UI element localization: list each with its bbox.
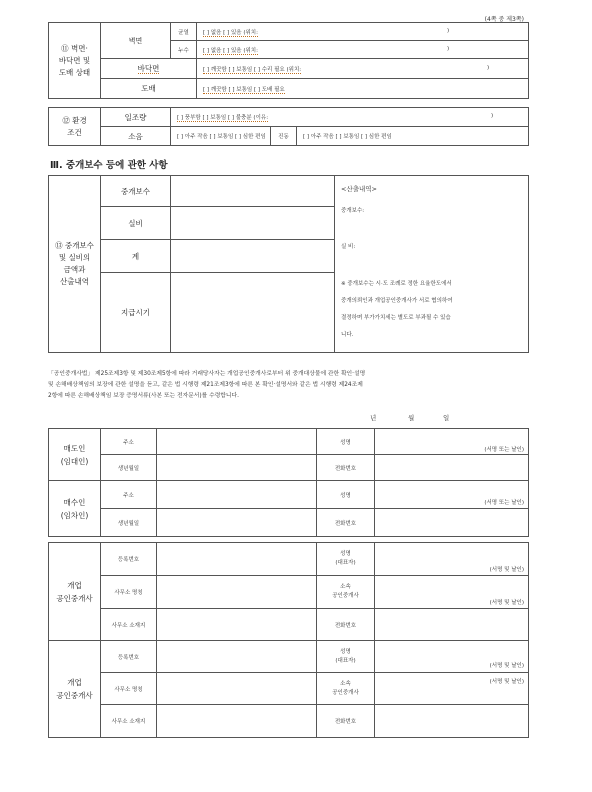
calc-fee: 중개보수:	[341, 208, 365, 214]
floor-label: 바닥면	[101, 59, 197, 79]
broker1-reg-input[interactable]	[157, 543, 317, 576]
wallpaper-options[interactable]: [ ] 깨끗함 [ ] 보통임 [ ] 도배 필요	[197, 79, 529, 99]
seller-name-label: 성명	[317, 429, 375, 455]
leak-label: 누수	[171, 41, 197, 59]
seller-address-label: 주소	[101, 429, 157, 455]
seller-birth-input[interactable]	[157, 455, 317, 481]
brokers-table	[48, 542, 529, 738]
seller-label: 매도인 (임대인)	[49, 429, 101, 481]
broker1-rep-label: 성명 (대표자)	[317, 543, 375, 576]
broker2-location-input[interactable]	[157, 705, 317, 738]
buyer-label: 매수인 (임차인)	[49, 481, 101, 537]
broker2-sign-note-1: (서명 및 날인)	[489, 663, 524, 669]
fee-label: 중개보수	[101, 176, 171, 207]
calc-title: <산출내역>	[341, 185, 378, 193]
sunlight-options[interactable]: [ ] 풍부함 [ ] 보통임 [ ] 불충분 (이유: )	[171, 108, 529, 127]
section3-title: Ⅲ. 중개보수 등에 관한 사항	[50, 160, 168, 171]
seller-phone-label: 전화번호	[317, 455, 375, 481]
seller-address-input[interactable]	[157, 429, 317, 455]
cost-label: 실비	[101, 207, 171, 240]
broker2-location-label: 사무소 소재지	[101, 705, 157, 738]
fee-note: ※ 중개보수는 시·도 조례로 정한 요율한도에서 중개의뢰인과 개업공인중개사가 서로 협의하여 결정하며 부가가치세는 별도로 부과될 수 있습 니다.	[341, 281, 453, 338]
broker2-rep-label: 성명 (대표자)	[317, 641, 375, 673]
buyer-birth-label: 생년월일	[101, 509, 157, 537]
broker1-reg-label: 등록번호	[101, 543, 157, 576]
total-input[interactable]	[171, 240, 335, 273]
seller-name-input[interactable]	[375, 429, 529, 455]
wallpaper-label: 도배	[101, 79, 197, 99]
vibration-options[interactable]: [ ] 아주 작음 [ ] 보통임 [ ] 심한 편임	[297, 127, 529, 146]
fee-table	[48, 175, 529, 353]
broker1-location-label: 사무소 소재지	[101, 609, 157, 641]
total-label: 계	[101, 240, 171, 273]
fee-input[interactable]	[171, 176, 335, 207]
section12-label: ⑫ 환경 조건	[49, 108, 101, 146]
broker2-reg-input[interactable]	[157, 641, 317, 673]
broker2-sign-note-2: (서명 및 날인)	[489, 679, 524, 685]
calc-details	[335, 176, 529, 353]
broker1-sign-note-2: (서명 및 날인)	[489, 600, 524, 606]
crack-label: 균열	[171, 23, 197, 41]
broker2-agent-input[interactable]	[375, 673, 529, 705]
parties-table	[48, 428, 529, 537]
buyer-address-label: 주소	[101, 481, 157, 509]
broker1-rep-input[interactable]	[375, 543, 529, 576]
buyer-name-label: 성명	[317, 481, 375, 509]
crack-options[interactable]: [ ] 없음 [ ] 있음 (위치: )	[197, 23, 529, 41]
broker1-phone-label: 전화번호	[317, 609, 375, 641]
leak-options[interactable]: [ ] 없음 [ ] 있음 (위치: )	[197, 41, 529, 59]
vibration-label: 진동	[271, 127, 297, 146]
cost-input[interactable]	[171, 207, 335, 240]
broker1-sign-note-1: (서명 및 날인)	[489, 567, 524, 573]
broker1-phone-input[interactable]	[375, 609, 529, 641]
noise-options[interactable]: [ ] 아주 작음 [ ] 보통임 [ ] 심한 편임	[171, 127, 271, 146]
date-day: 일	[443, 414, 450, 422]
buyer-birth-input[interactable]	[157, 509, 317, 537]
date-year: 년	[370, 414, 377, 422]
condition-table	[48, 22, 529, 99]
environment-table	[48, 107, 529, 146]
date-month: 월	[408, 414, 415, 422]
broker1-office-input[interactable]	[157, 576, 317, 609]
buyer-address-input[interactable]	[157, 481, 317, 509]
broker2-reg-label: 등록번호	[101, 641, 157, 673]
broker2-rep-input[interactable]	[375, 641, 529, 673]
buyer-sign-note: (서명 또는 날인)	[484, 500, 524, 506]
seller-phone-input[interactable]	[375, 455, 529, 481]
broker1-label: 개업 공인중개사	[49, 543, 101, 641]
sunlight-label: 일조량	[101, 108, 171, 127]
buyer-phone-label: 전화번호	[317, 509, 375, 537]
buyer-phone-input[interactable]	[375, 509, 529, 537]
noise-label: 소음	[101, 127, 171, 146]
buyer-name-input[interactable]	[375, 481, 529, 509]
payment-time-input[interactable]	[171, 273, 335, 353]
section13-label: ⑬ 중개보수 및 실비의 금액과 산출내역	[49, 176, 101, 353]
payment-time-label: 지급시기	[101, 273, 171, 353]
seller-birth-label: 생년월일	[101, 455, 157, 481]
broker2-office-input[interactable]	[157, 673, 317, 705]
broker1-agent-label: 소속 공인중개사	[317, 576, 375, 609]
broker1-agent-input[interactable]	[375, 576, 529, 609]
calc-cost: 실 비:	[341, 244, 356, 250]
floor-options[interactable]: [ ] 깨끗함 [ ] 보통임 [ ] 수리 필요 (위치: )	[197, 59, 529, 79]
broker1-location-input[interactable]	[157, 609, 317, 641]
statement-text: 「공인중개사법」 제25조제3항 및 제30조제5항에 따라 거래당사자는 개업공인중개사로부터 위 중개대상물에 관한 확인·설명 및 손해배상책임의 보장에 관한 설명을 듣고, 같은 법 시행령 제21조제3항에 따른 본 확인·설명서와 같은 법 시행령 제24조제 2항에 따른 손해배상책임 보장 증명서류(사본 또는 전자문서)를 수령합니다.	[48, 371, 366, 399]
broker2-label: 개업 공인중개사	[49, 641, 101, 738]
seller-sign-note: (서명 또는 날인)	[484, 447, 524, 453]
broker2-agent-label: 소속 공인중개사	[317, 673, 375, 705]
broker2-phone-input[interactable]	[375, 705, 529, 738]
section11-label: ⑪ 벽면· 바닥면 및 도배 상태	[49, 23, 101, 99]
broker2-office-label: 사무소 명칭	[101, 673, 157, 705]
wall-label: 벽면	[101, 23, 171, 59]
broker1-office-label: 사무소 명칭	[101, 576, 157, 609]
page-number-note: (4쪽 중 제3쪽)	[484, 16, 524, 23]
broker2-phone-label: 전화번호	[317, 705, 375, 738]
